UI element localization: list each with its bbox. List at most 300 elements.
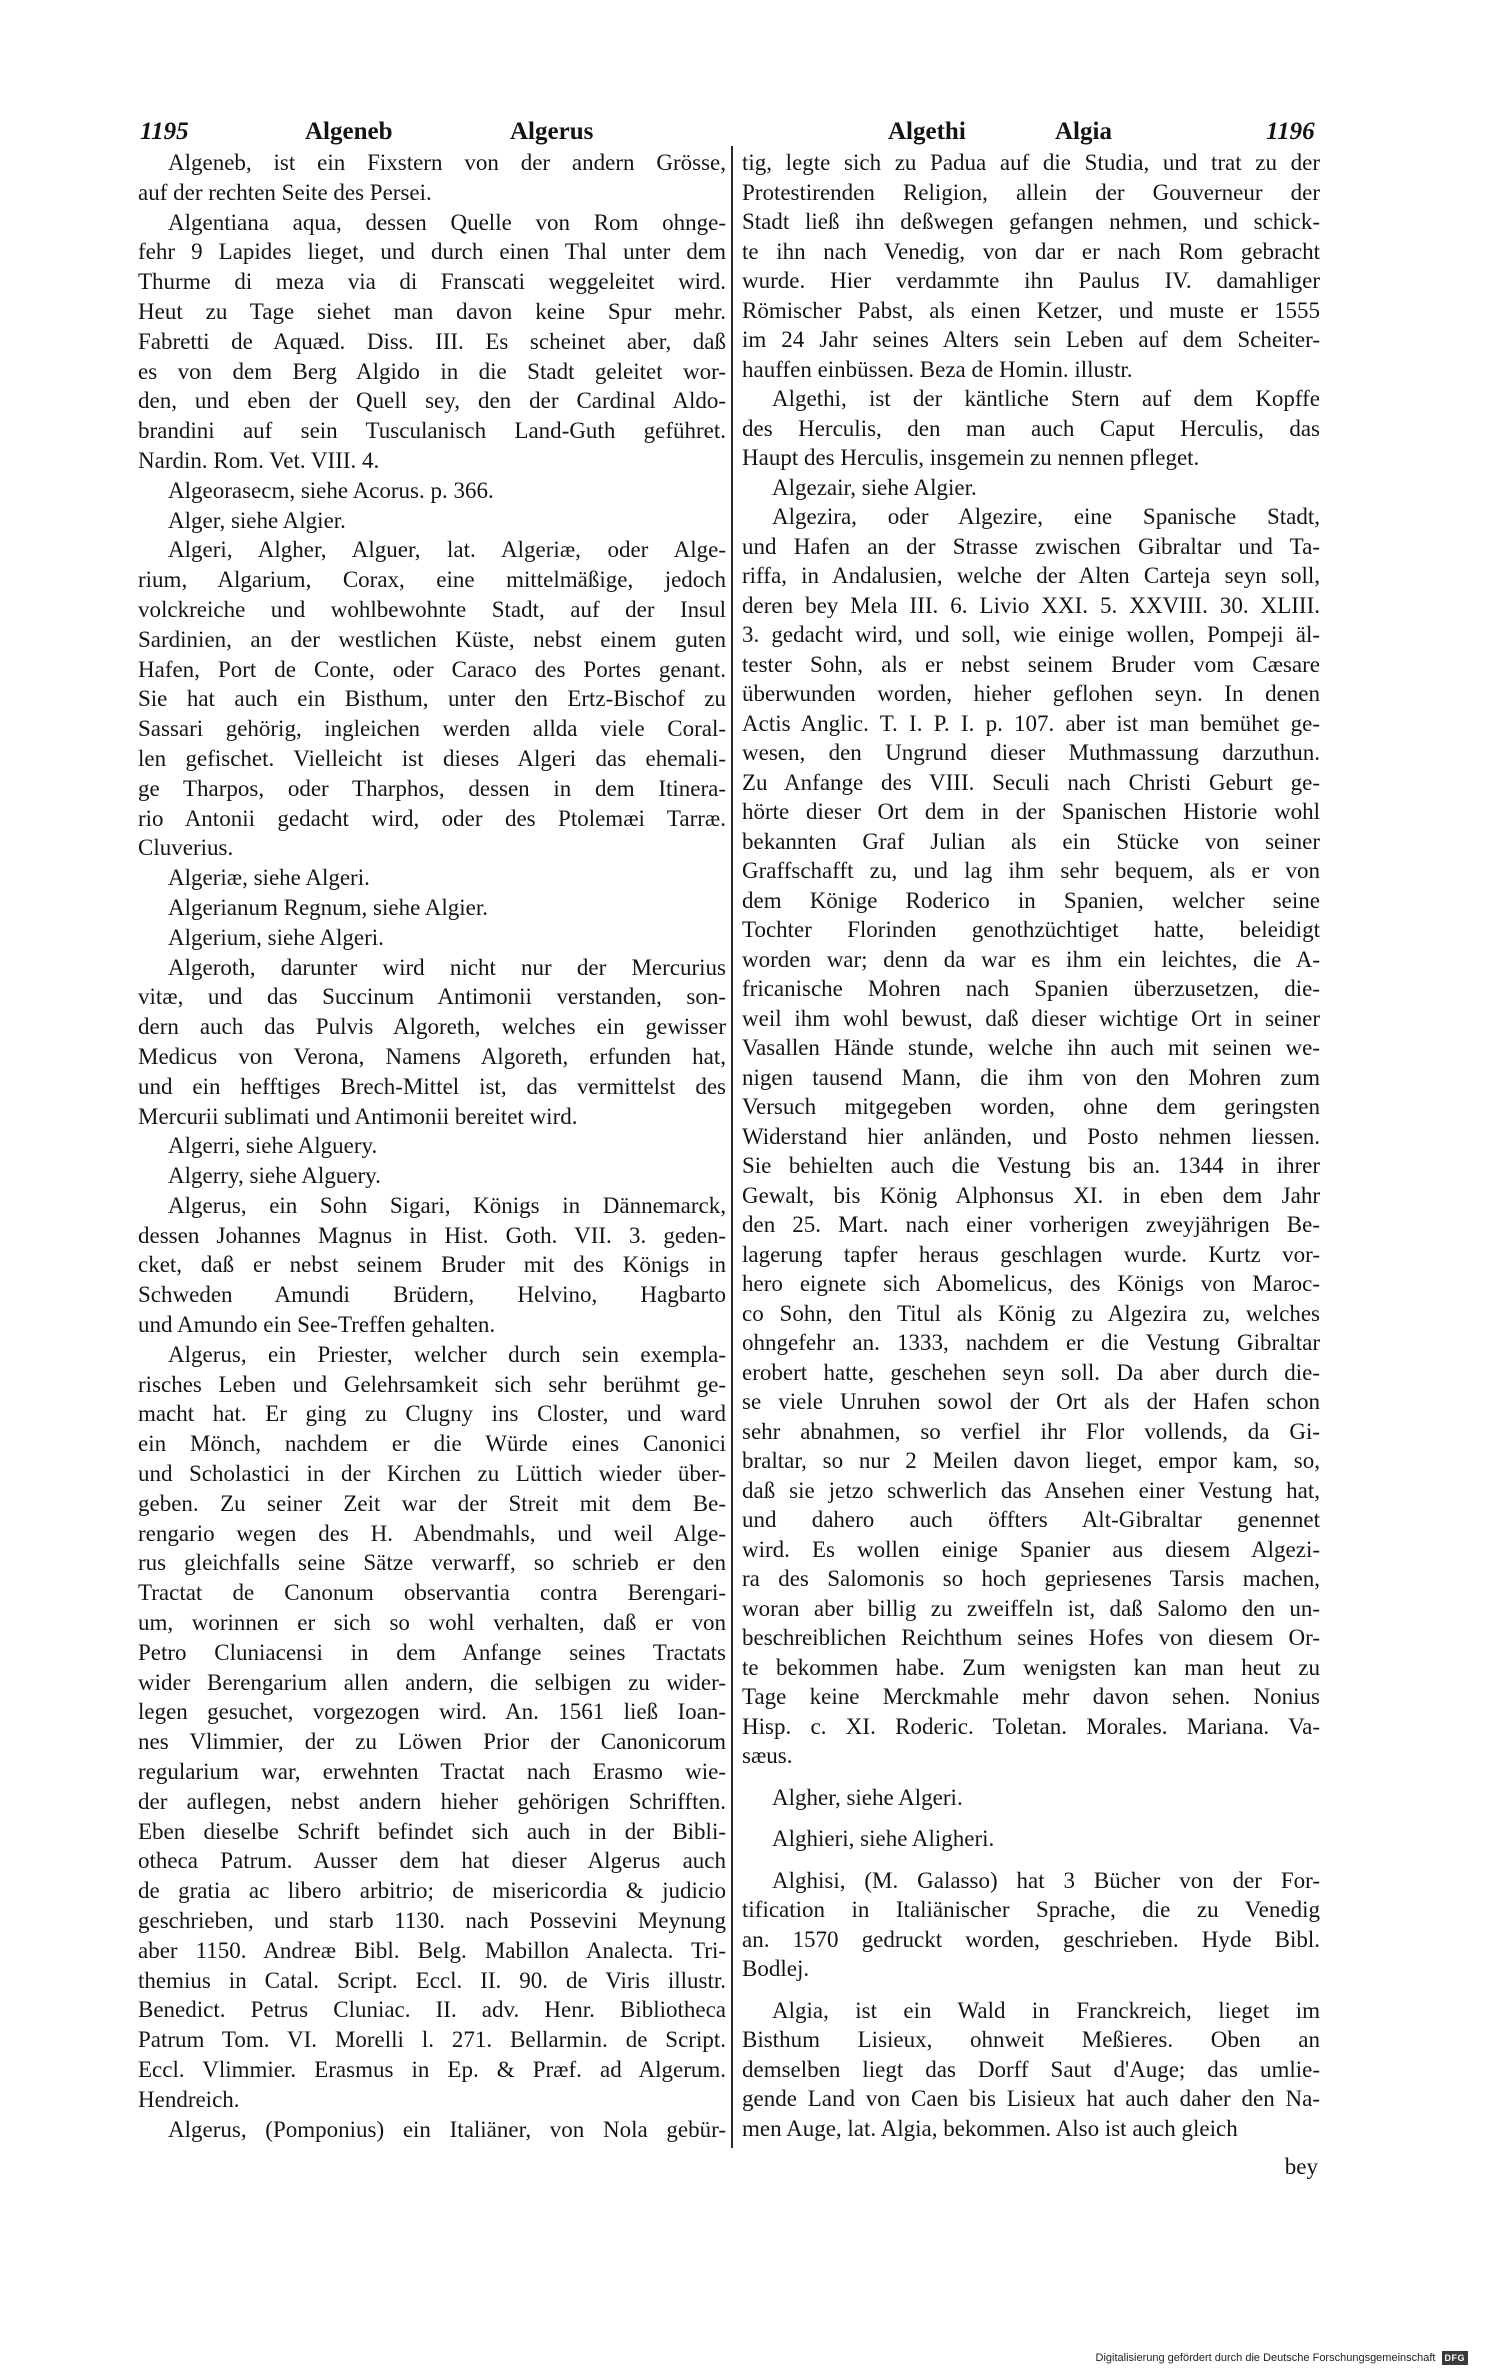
text-line [138, 625, 726, 655]
line-text: fehr 9 Lapides lieget, und durch einen Thal unter dem [138, 239, 726, 265]
line-text: Algezira, oder Algezire, eine Spanische Stadt, [772, 504, 1320, 529]
text-line [138, 178, 726, 208]
text-line [138, 2085, 726, 2115]
text-line [138, 416, 726, 446]
dfg-logo: DFG [1442, 2351, 1469, 2365]
text-line [742, 1653, 1320, 1683]
line-text: len gefischet. Vielleicht ist dieses Algeri das ehemali- [138, 745, 726, 771]
line-text: sehr abnahmen, so verfiel ihr Flor vollends, da Gi- [742, 1418, 1320, 1444]
text-line [138, 595, 726, 625]
line-text: regularium war, erwehnten Tractat nach Erasmo wie- [138, 1759, 726, 1785]
line-text: hauffen einbüssen. Beza de Homin. illustr. [742, 356, 1133, 382]
text-line [742, 1505, 1320, 1535]
line-text: geschrieben, und starb 1130. nach Possevini Meynung [138, 1908, 726, 1934]
line-text: bekannten Graf Julian als ein Stücke von seiner [742, 828, 1320, 854]
line-text: Algeri, Algher, Alguer, lat. Algeriæ, oder Alge- [168, 537, 726, 563]
running-head-right-last: Algia [1055, 118, 1112, 145]
text-line [138, 1638, 726, 1668]
line-text: tig, legte sich zu Padua auf die Studia, und trat zu der [742, 150, 1320, 175]
line-text: Algentiana aqua, dessen Quelle von Rom ohnge- [168, 209, 726, 235]
text-line [138, 863, 726, 893]
line-text: daß sie jetzo schwerlich das Ansehen einer Vestung hat, [742, 1477, 1320, 1503]
text-line [138, 833, 726, 863]
text-line [742, 266, 1320, 296]
text-line [742, 296, 1320, 326]
line-text: Petro Cluniacensi in dem Anfange seines Tractats [138, 1639, 726, 1665]
line-text: beschreiblichen Reichthum seines Hofes von diesem Or- [742, 1625, 1320, 1650]
lexicon-entry [138, 1340, 726, 2115]
running-head-right-first: Algethi [888, 118, 966, 145]
text-line [138, 1370, 726, 1400]
text-line [138, 655, 726, 685]
text-line [742, 2114, 1320, 2144]
line-text: Algher, siehe Algeri. [772, 1784, 963, 1810]
line-text: und ein hefftiges Brech-Mittel ist, das vermittelst des [138, 1073, 726, 1099]
line-text: erobert hatte, geschehen seyn soll. Da aber durch die- [742, 1359, 1320, 1385]
lexicon-entry [138, 476, 726, 506]
line-text: Sassari gehörig, ingleichen werden allda viele Coral- [138, 716, 726, 742]
text-line [138, 2055, 726, 2085]
text-line [138, 774, 726, 804]
text-line [138, 267, 726, 297]
text-line [138, 1340, 726, 1370]
line-text: Patrum Tom. VI. Morelli l. 271. Bellarmin. de Script. [138, 2027, 726, 2053]
line-text: Versuch mitgegeben worden, ohne dem geringsten [742, 1094, 1320, 1119]
text-line [138, 1131, 726, 1161]
text-line [138, 744, 726, 774]
line-text: brandini auf sein Tusculanisch Land-Guth geführet. [138, 418, 726, 444]
line-text: te ihn nach Venedig, von dar er nach Rom gebracht [742, 238, 1320, 264]
lexicon-entry [138, 923, 726, 953]
text-line [138, 1429, 726, 1459]
line-text: es von dem Berg Algido in die Stadt geleitet wor- [138, 358, 726, 384]
line-text: Schweden Amundi Brüdern, Helvino, Hagbarto [138, 1282, 726, 1308]
text-line [742, 738, 1320, 768]
text-line [742, 237, 1320, 267]
text-line [742, 591, 1320, 621]
line-text: Hendreich. [138, 2086, 240, 2112]
text-line [742, 679, 1320, 709]
line-text: woran aber billig zu zweiffeln ist, daß Salomo den un- [742, 1595, 1320, 1621]
line-text: de gratia ac libero arbitrio; de misericordia & judicio [138, 1878, 726, 1904]
line-text: rio Antonii gedacht wird, oder des Ptolemæi Tarræ. [138, 805, 726, 831]
text-line [138, 1846, 726, 1876]
text-line [138, 1906, 726, 1936]
line-text: Stadt ließ ihn deßwegen gefangen nehmen, und schick- [742, 209, 1320, 234]
lexicon-entry [742, 473, 1320, 503]
text-line [742, 1996, 1320, 2026]
running-head-left-first: Algeneb [305, 118, 393, 145]
line-text: Algezair, siehe Algier. [772, 474, 977, 500]
line-text: dem Könige Roderico in Spanien, welcher seine [742, 887, 1320, 913]
text-line [138, 1668, 726, 1698]
line-text: Alger, siehe Algier. [168, 507, 346, 533]
line-text: wird. Es wollen einige Spanier aus diesem Algezi- [742, 1536, 1320, 1562]
line-text: an. 1570 gedruckt worden, geschrieben. Hyde Bibl. [742, 1926, 1320, 1952]
lexicon-entry [742, 148, 1320, 384]
line-text: deren bey Mela III. 6. Livio XXI. 5. XXVIII. 30. XLIII. [742, 592, 1320, 618]
line-text: Mercurii sublimati und Antimonii bereitet wird. [138, 1103, 578, 1129]
text-line [742, 1151, 1320, 1181]
line-text: themius in Catal. Script. Eccl. II. 90. de Viris illustr. [138, 1967, 726, 1993]
line-text: Protestirenden Religion, allein der Gouverneur der [742, 179, 1320, 205]
text-line [138, 1012, 726, 1042]
line-text: worden war; denn da war es ihm ein leichtes, die A- [742, 946, 1320, 972]
line-text: Algeorasecm, siehe Acorus. p. 366. [168, 477, 494, 503]
line-text: wurde. Hier verdammte ihn Paulus IV. damahliger [742, 268, 1320, 293]
left-text-column [138, 148, 726, 2144]
line-text: im 24 Jahr seines Alters sein Leben auf dem Scheiter- [742, 327, 1320, 352]
line-text: dessen Johannes Magnus in Hist. Goth. VII. 3. geden- [138, 1222, 726, 1248]
text-line [742, 473, 1320, 503]
line-text: dern auch das Pulvis Algoreth, welches ein gewisser [138, 1014, 726, 1040]
credit-text: Digitalisierung gefördert durch die Deutsche Forschungsgemeinschaft [1095, 2352, 1436, 2364]
line-text: macht hat. Er ging zu Clugny ins Closter, und ward [138, 1401, 726, 1427]
line-text: hero eignete sich Abomelicus, des Königs von Maroc- [742, 1271, 1320, 1296]
line-text: riffa, in Andalusien, welche der Alten Carteja seyn soll, [742, 563, 1320, 588]
text-line [742, 620, 1320, 650]
line-text: Gewalt, bis König Alphonsus XI. in eben dem Jahr [742, 1182, 1320, 1208]
lexicon-entry [138, 1191, 726, 1340]
text-line [742, 1682, 1320, 1712]
line-text: Haupt des Herculis, insgemein zu nennen pfleget. [742, 445, 1200, 470]
line-text: lagerung tapfer heraus geschlagen wurde. Kurtz vor- [742, 1241, 1320, 1267]
text-line [742, 650, 1320, 680]
text-line [138, 714, 726, 744]
line-text: legen gesuchet, vorgezogen wird. An. 1561 ließ Ioan- [138, 1699, 726, 1725]
line-text: wesen, den Ungrund dieser Muthmassung darzuthun. [742, 740, 1320, 765]
line-text: Alghieri, siehe Aligheri. [772, 1826, 995, 1851]
line-text: Fabretti de Aquæd. Diss. III. Es scheinet aber, daß [138, 328, 726, 354]
text-line [742, 1181, 1320, 1211]
text-line [138, 1727, 726, 1757]
line-text: Römischer Pabst, als einen Ketzer, und muste er 1555 [742, 297, 1320, 323]
line-text: Algerry, siehe Alguery. [168, 1163, 381, 1189]
line-text: Heut zu Tage siehet man davon keine Spur mehr. [138, 298, 726, 324]
lexicon-entry [742, 384, 1320, 473]
line-text: Medicus von Verona, Namens Algoreth, erfunden hat, [138, 1043, 726, 1069]
text-line [138, 208, 726, 238]
text-line [742, 148, 1320, 178]
text-line [742, 827, 1320, 857]
text-line [138, 476, 726, 506]
line-text: Sardinien, an der westlichen Küste, nebst einem guten [138, 626, 726, 652]
text-line [138, 982, 726, 1012]
lexicon-entry [138, 506, 726, 536]
text-line [138, 1936, 726, 1966]
text-line [742, 1824, 1320, 1854]
line-text: nigen tausend Mann, die ihm von den Mohren zum [742, 1064, 1320, 1090]
line-text: Vasallen Hände stunde, welche ihn auch mit seinen we- [742, 1035, 1320, 1060]
text-line [138, 1519, 726, 1549]
running-head-left-last: Algerus [510, 118, 594, 145]
text-line [742, 1210, 1320, 1240]
line-text: otheca Patrum. Ausser dem hat dieser Algerus auch [138, 1848, 726, 1874]
text-line [742, 355, 1320, 385]
text-line [138, 804, 726, 834]
text-line [742, 1446, 1320, 1476]
line-text: se viele Unruhen sowol der Ort als der Hafen schon [742, 1389, 1320, 1414]
text-line [742, 1240, 1320, 1270]
text-line [742, 1895, 1320, 1925]
line-text: Alghisi, (M. Galasso) hat 3 Bücher von der For- [772, 1867, 1320, 1893]
text-line [742, 178, 1320, 208]
line-text: Algerus, ein Priester, welcher durch sein exempla- [168, 1341, 726, 1367]
line-text: tester Sohn, als er nebst seinem Bruder vom Cæsare [742, 651, 1320, 677]
line-text: te bekommen habe. Zum wenigsten kan man heut zu [742, 1654, 1320, 1680]
text-line [138, 1697, 726, 1727]
line-text: cket, daß er nebst seinem Bruder mit des Königs in [138, 1252, 726, 1278]
line-text: Algerus, ein Sohn Sigari, Königs in Dännemarck, [168, 1192, 726, 1218]
text-line [742, 325, 1320, 355]
text-line [742, 532, 1320, 562]
text-line [742, 1866, 1320, 1896]
text-line [138, 446, 726, 476]
text-line [138, 535, 726, 565]
text-line [138, 1161, 726, 1191]
text-line [742, 384, 1320, 414]
text-line [742, 1712, 1320, 1742]
text-line [742, 1004, 1320, 1034]
text-line [138, 1608, 726, 1638]
text-line [138, 237, 726, 267]
text-line [138, 1250, 726, 1280]
text-line [742, 2084, 1320, 2114]
text-line [742, 1741, 1320, 1771]
text-line [138, 1221, 726, 1251]
text-line [138, 923, 726, 953]
right-text-column [742, 148, 1320, 2143]
text-line [742, 915, 1320, 945]
text-line [138, 1787, 726, 1817]
line-text: Hisp. c. XI. Roderic. Toletan. Morales. Mariana. Va- [742, 1713, 1320, 1739]
line-text: men Auge, lat. Algia, bekommen. Also ist auch gleich [742, 2115, 1238, 2141]
line-text: auf der rechten Seite des Persei. [138, 179, 432, 205]
line-text: fricanische Mohren nach Spanien überzusetzen, die- [742, 976, 1320, 1001]
page-number-right: 1196 [1266, 118, 1315, 145]
line-text: Algerianum Regnum, siehe Algier. [168, 894, 489, 920]
text-line [138, 506, 726, 536]
text-line [742, 2055, 1320, 2085]
text-line [138, 148, 726, 178]
line-text: Actis Anglic. T. I. P. I. p. 107. aber ist man bemühet ge- [742, 710, 1320, 736]
text-line [138, 684, 726, 714]
line-text: Eben dieselbe Schrift befindet sich auch in der Bibli- [138, 1818, 726, 1844]
text-line [138, 1191, 726, 1221]
line-text: den, und eben der Quell sey, den der Cardinal Aldo- [138, 388, 726, 414]
text-line [742, 1954, 1320, 1984]
lexicon-entry [742, 502, 1320, 1771]
text-line [742, 945, 1320, 975]
line-text: hörte dieser Ort dem in der Spanischen Historie wohl [742, 799, 1320, 824]
lexicon-entry [138, 1131, 726, 1161]
text-line [138, 1876, 726, 1906]
line-text: Cluverius. [138, 835, 234, 861]
text-line [138, 1072, 726, 1102]
text-line [138, 1995, 726, 2025]
line-text: Eccl. Vlimmier. Erasmus in Ep. & Præf. ad Algerum. [138, 2057, 726, 2082]
line-text: Nardin. Rom. Vet. VIII. 4. [138, 447, 380, 473]
line-text: Widerstand hier anländen, und Posto nehmen liessen. [742, 1123, 1320, 1149]
page-number-left: 1195 [140, 118, 189, 145]
line-text: 3. gedacht wird, und soll, wie einige wollen, Pompeji äl- [742, 622, 1320, 647]
text-line [742, 1299, 1320, 1329]
line-text: Algethi, ist der käntliche Stern auf dem Kopffe [772, 386, 1320, 411]
line-text: demselben liegt das Dorff Saut d'Auge; das umlie- [742, 2056, 1320, 2082]
line-text: Algerri, siehe Alguery. [168, 1133, 378, 1159]
text-line [742, 1387, 1320, 1417]
text-line [138, 1817, 726, 1847]
catchword: bey [1284, 2154, 1318, 2179]
lexicon-entry [138, 863, 726, 893]
lexicon-entry [742, 1996, 1320, 2144]
line-text: sæus. [742, 1743, 793, 1768]
line-text: volckreiche und wohlbewohnte Stadt, auf der Insul [138, 596, 726, 622]
line-text: risches Leben und Gelehrsamkeit sich sehr berühmt ge- [138, 1371, 726, 1397]
text-line [138, 1102, 726, 1132]
text-line [742, 1417, 1320, 1447]
line-text: ge Tharpos, oder Tharphos, dessen in dem Itinera- [138, 775, 726, 801]
text-line [742, 1594, 1320, 1624]
text-line [742, 1092, 1320, 1122]
text-line [138, 1578, 726, 1608]
text-line [742, 443, 1320, 473]
digitization-credit [1096, 2350, 1468, 2366]
line-text: Algerus, (Pomponius) ein Italiäner, von Nola gebür- [168, 2116, 726, 2142]
line-text: der auflegen, nebst andern hieher gehörigen Schrifften. [138, 1788, 726, 1814]
text-line [742, 2025, 1320, 2055]
line-text: ra des Salomonis so hoch gepriesenes Tarsis machen, [742, 1566, 1320, 1591]
text-line [742, 768, 1320, 798]
text-line [138, 1280, 726, 1310]
text-line [138, 1548, 726, 1578]
line-text: Algia, ist ein Wald in Franckreich, lieget im [772, 1997, 1320, 2023]
text-line [138, 327, 726, 357]
text-line [138, 1966, 726, 1996]
line-text: rengario wegen des H. Abendmahls, und weil Alge- [138, 1520, 726, 1546]
text-line [742, 974, 1320, 1004]
text-line [138, 1310, 726, 1340]
text-line [138, 2115, 726, 2145]
line-text: Bodlej. [742, 1956, 810, 1981]
line-text: Benedict. Petrus Cluniac. II. adv. Henr. Bibliotheca [138, 1997, 726, 2023]
line-text: Sie hat auch ein Bisthum, unter den Ertz-Bischof zu [138, 686, 726, 712]
text-line [742, 1925, 1320, 1955]
line-text: geben. Zu seiner Zeit war der Streit mit dem Be- [138, 1490, 726, 1516]
line-text: ein Mönch, nachdem er die Würde eines Canonici [138, 1431, 726, 1457]
line-text: Algerium, siehe Algeri. [168, 924, 384, 950]
line-text: rium, Algarium, Corax, eine mittelmäßige, jedoch [138, 567, 726, 593]
text-line [742, 1122, 1320, 1152]
line-text: und Scholastici in der Kirchen zu Lüttich wieder über- [138, 1461, 726, 1487]
lexicon-entry [138, 2115, 726, 2145]
text-line [742, 856, 1320, 886]
line-text: den 25. Mart. nach einer vorherigen zweyjährigen Be- [742, 1212, 1320, 1237]
lexicon-entry [742, 1824, 1320, 1854]
text-line [742, 502, 1320, 532]
text-line [138, 1459, 726, 1489]
text-line [138, 297, 726, 327]
text-line [742, 797, 1320, 827]
line-text: und Hafen an der Strasse zwischen Gibraltar und Ta- [742, 533, 1320, 559]
lexicon-entry [138, 953, 726, 1132]
line-text: aber 1150. Andreæ Bibl. Belg. Mabillon Analecta. Tri- [138, 1937, 726, 1963]
lexicon-entry [138, 535, 726, 863]
line-text: Algeneb, ist ein Fixstern von der andern Grösse, [168, 150, 726, 175]
lexicon-entry [742, 1866, 1320, 1984]
lexicon-entry [742, 1783, 1320, 1813]
line-text: wider Berengarium allen andern, die selbigen zu wider- [138, 1669, 726, 1695]
line-text: Tractat de Canonum observantia contra Berengari- [138, 1580, 726, 1606]
line-text: rus gleichfalls seine Sätze verwarff, so schrieb er den [138, 1550, 726, 1576]
line-text: Graffschafft zu, und lag ihm sehr bequem, als er von [742, 858, 1320, 883]
line-text: und dahero auch öffters Alt-Gibraltar genennet [742, 1507, 1320, 1532]
lexicon-entry [138, 148, 726, 208]
line-text: gende Land von Caen bis Lisieux hat auch daher den Na- [742, 2086, 1320, 2111]
text-line [742, 1476, 1320, 1506]
line-text: co Sohn, den Titul als König zu Algezira zu, welches [742, 1300, 1320, 1326]
line-text: Sie behielten auch die Vestung bis an. 1344 in ihrer [742, 1153, 1320, 1178]
line-text: Thurme di meza via di Franscati weggeleitet wird. [138, 269, 726, 295]
text-line [138, 1757, 726, 1787]
text-line [138, 893, 726, 923]
line-text: Tochter Florinden genothzüchtiget hatte, beleidigt [742, 917, 1320, 942]
line-text: nes Vlimmier, der zu Löwen Prior der Canonicorum [138, 1729, 726, 1755]
line-text: und Amundo ein See-Treffen gehalten. [138, 1312, 496, 1338]
text-line [138, 1399, 726, 1429]
line-text: Algeriæ, siehe Algeri. [168, 865, 370, 891]
lexicon-entry [138, 208, 726, 476]
line-text: des Herculis, den man auch Caput Herculis, das [742, 415, 1320, 441]
text-line [742, 1623, 1320, 1653]
line-text: um, worinnen er sich so wohl verhalten, daß er von [138, 1610, 726, 1636]
line-text: Hafen, Port de Conte, oder Caraco des Portes genant. [138, 656, 726, 682]
lexicon-entry [138, 1161, 726, 1191]
text-line [742, 1033, 1320, 1063]
text-line [742, 1564, 1320, 1594]
line-text: Algeroth, darunter wird nicht nur der Mercurius [168, 954, 726, 980]
text-line [138, 953, 726, 983]
line-text: überwunden worden, hieher geflohen seyn. In denen [742, 681, 1320, 706]
text-line [138, 565, 726, 595]
column-divider [731, 146, 733, 2148]
line-text: weil ihm wohl bewust, daß dieser wichtige Ort in seiner [742, 1005, 1320, 1031]
text-line [742, 1328, 1320, 1358]
text-line [742, 1783, 1320, 1813]
lexicon-entry [138, 893, 726, 923]
line-text: Bisthum Lisieux, ohnweit Meßieres. Oben an [742, 2027, 1320, 2052]
text-line [138, 386, 726, 416]
text-line [742, 414, 1320, 444]
text-line [742, 1358, 1320, 1388]
line-text: tification in Italiänischer Sprache, die zu Venedig [742, 1897, 1320, 1922]
line-text: vitæ, und das Succinum Antimonii verstanden, son- [138, 984, 726, 1010]
text-line [742, 1535, 1320, 1565]
text-line [742, 1063, 1320, 1093]
text-line [742, 1269, 1320, 1299]
text-line [742, 207, 1320, 237]
line-text: braltar, so nur 2 Meilen davon lieget, empor kam, so, [742, 1448, 1320, 1473]
text-line [138, 1042, 726, 1072]
text-line [138, 1489, 726, 1519]
text-line [138, 357, 726, 387]
text-line [742, 709, 1320, 739]
text-line [138, 2025, 726, 2055]
text-line [742, 886, 1320, 916]
line-text: Tage keine Merckmahle mehr davon sehen. Nonius [742, 1684, 1320, 1709]
text-line [742, 561, 1320, 591]
line-text: Zu Anfange des VIII. Seculi nach Christi Geburt ge- [742, 769, 1320, 795]
